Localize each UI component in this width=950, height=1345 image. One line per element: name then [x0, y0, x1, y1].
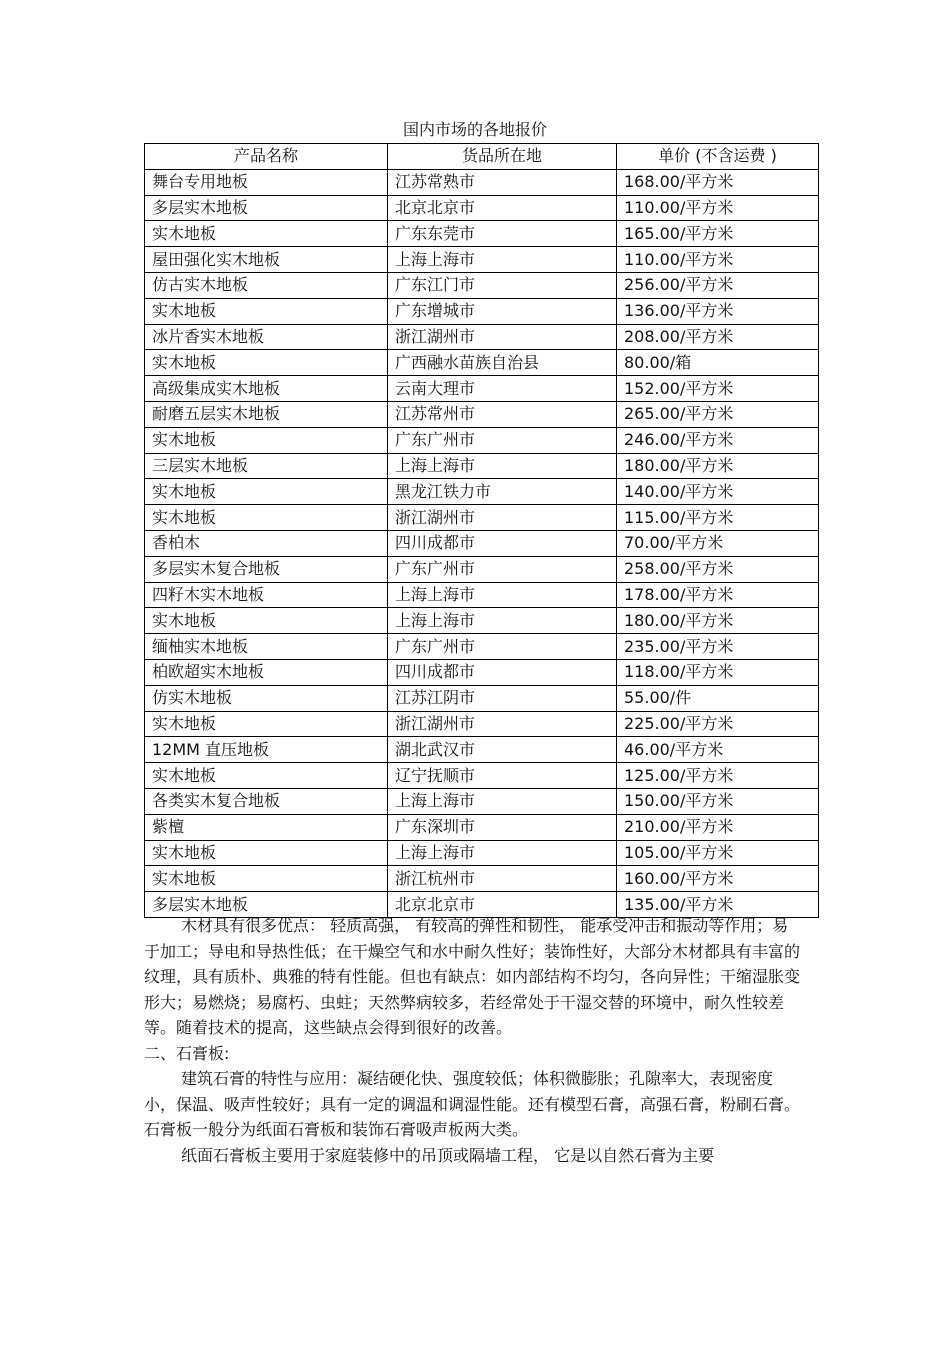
- table-row: [145, 634, 819, 660]
- table-row: [145, 582, 819, 608]
- cell-location: 湖北武汉市: [388, 737, 617, 763]
- table-row: [145, 427, 819, 453]
- header-location: 货品所在地: [388, 144, 617, 170]
- table-row: [145, 840, 819, 866]
- cell-unit-price: 168.00/平方米: [617, 169, 819, 195]
- table-row: [145, 376, 819, 402]
- table-row: [145, 530, 819, 556]
- cell-unit-price: 210.00/平方米: [617, 814, 819, 840]
- cell-unit-price: 80.00/箱: [617, 350, 819, 376]
- table-header-row: [145, 144, 819, 170]
- table-row: [145, 737, 819, 763]
- cell-location: 浙江湖州市: [388, 324, 617, 350]
- header-unit-price: 单价 (不含运费 ): [617, 144, 819, 170]
- cell-product-name: 舞台专用地板: [145, 169, 388, 195]
- cell-unit-price: 256.00/平方米: [617, 272, 819, 298]
- table-row: [145, 711, 819, 737]
- cell-product-name: 柏欧超实木地板: [145, 659, 388, 685]
- table-row: [145, 788, 819, 814]
- cell-location: 上海上海市: [388, 582, 617, 608]
- body-text: [144, 913, 804, 1168]
- cell-unit-price: 136.00/平方米: [617, 298, 819, 324]
- cell-product-name: 紫檀: [145, 814, 388, 840]
- cell-location: 广东增城市: [388, 298, 617, 324]
- cell-product-name: 实木地板: [145, 608, 388, 634]
- cell-unit-price: 225.00/平方米: [617, 711, 819, 737]
- cell-location: 上海上海市: [388, 788, 617, 814]
- cell-product-name: 香柏木: [145, 530, 388, 556]
- cell-unit-price: 70.00/平方米: [617, 530, 819, 556]
- cell-product-name: 实木地板: [145, 866, 388, 892]
- cell-product-name: 12MM 直压地板: [145, 737, 388, 763]
- cell-unit-price: 246.00/平方米: [617, 427, 819, 453]
- cell-unit-price: 118.00/平方米: [617, 659, 819, 685]
- table-row: [145, 866, 819, 892]
- table-row: [145, 505, 819, 531]
- cell-product-name: 多层实木地板: [145, 892, 388, 918]
- gypsum-paragraph: 建筑石膏的特性与应用：凝结硬化快、强度较低；体积微膨胀；孔隙率大，表现密度小，保温、吸声性较好；具有一定的调温和调湿性能。还有模型石膏，高强石膏，粉刷石膏。: [144, 1069, 801, 1114]
- cell-product-name: 实木地板: [145, 505, 388, 531]
- cell-product-name: 实木地板: [145, 298, 388, 324]
- cell-product-name: 屋田强化实木地板: [145, 247, 388, 273]
- table-row: [145, 247, 819, 273]
- price-table: [144, 143, 819, 918]
- cell-unit-price: 265.00/平方米: [617, 401, 819, 427]
- table-row: [145, 479, 819, 505]
- cell-location: 黑龙江铁力市: [388, 479, 617, 505]
- cell-unit-price: 180.00/平方米: [617, 608, 819, 634]
- table-row: [145, 298, 819, 324]
- cell-product-name: 三层实木地板: [145, 453, 388, 479]
- cell-unit-price: 46.00/平方米: [617, 737, 819, 763]
- cell-product-name: 仿实木地板: [145, 685, 388, 711]
- cell-unit-price: 165.00/平方米: [617, 221, 819, 247]
- table-row: [145, 195, 819, 221]
- cell-product-name: 实木地板: [145, 840, 388, 866]
- cell-product-name: 实木地板: [145, 763, 388, 789]
- cell-unit-price: 140.00/平方米: [617, 479, 819, 505]
- cell-unit-price: 178.00/平方米: [617, 582, 819, 608]
- cell-unit-price: 152.00/平方米: [617, 376, 819, 402]
- cell-unit-price: 115.00/平方米: [617, 505, 819, 531]
- cell-location: 上海上海市: [388, 840, 617, 866]
- cell-location: 上海上海市: [388, 453, 617, 479]
- cell-unit-price: 125.00/平方米: [617, 763, 819, 789]
- cell-product-name: 耐磨五层实木地板: [145, 401, 388, 427]
- cell-unit-price: 105.00/平方米: [617, 840, 819, 866]
- table-row: [145, 763, 819, 789]
- table-row: [145, 324, 819, 350]
- cell-location: 辽宁抚顺市: [388, 763, 617, 789]
- cell-product-name: 实木地板: [145, 711, 388, 737]
- cell-location: 江苏常熟市: [388, 169, 617, 195]
- cell-location: 四川成都市: [388, 659, 617, 685]
- cell-location: 上海上海市: [388, 247, 617, 273]
- cell-unit-price: 180.00/平方米: [617, 453, 819, 479]
- paper-gypsum-paragraph: 纸面石膏板主要用于家庭装修中的吊顶或隔墙工程， 它是以自然石膏为主要: [181, 1145, 715, 1165]
- cell-location: 广东深圳市: [388, 814, 617, 840]
- cell-product-name: 仿古实木地板: [145, 272, 388, 298]
- table-row: [145, 221, 819, 247]
- cell-product-name: 各类实木复合地板: [145, 788, 388, 814]
- header-product-name: 产品名称: [145, 144, 388, 170]
- table-row: [145, 685, 819, 711]
- cell-unit-price: 208.00/平方米: [617, 324, 819, 350]
- table-row: [145, 453, 819, 479]
- cell-location: 北京北京市: [388, 195, 617, 221]
- cell-unit-price: 110.00/平方米: [617, 247, 819, 273]
- cell-location: 四川成都市: [388, 530, 617, 556]
- table-row: [145, 659, 819, 685]
- cell-unit-price: 258.00/平方米: [617, 556, 819, 582]
- cell-unit-price: 110.00/平方米: [617, 195, 819, 221]
- wood-paragraph: 木材具有很多优点： 轻质高强， 有较高的弹性和韧性， 能承受冲击和振动等作用；易于加工；导电和导热性低；在干燥空气和水中耐久性好；装饰性好，大部分木材都具有丰富的纹理，具有质朴、典雅的特有性能。但也有缺点：如内部结构不均匀，各向异性；干缩湿胀变形大；易燃烧；易腐朽、虫蛀；天然弊病较多，若经常处于干湿交替的环境中，耐久性较差等。随着技术的提高，这些缺点会得到很好的改善。: [144, 916, 801, 1037]
- cell-product-name: 实木地板: [145, 479, 388, 505]
- cell-location: 江苏常州市: [388, 401, 617, 427]
- cell-product-name: 实木地板: [145, 221, 388, 247]
- cell-location: 浙江湖州市: [388, 505, 617, 531]
- table-row: [145, 272, 819, 298]
- cell-product-name: 缅柚实木地板: [145, 634, 388, 660]
- table-row: [145, 169, 819, 195]
- cell-location: 广东江门市: [388, 272, 617, 298]
- cell-product-name: 多层实木地板: [145, 195, 388, 221]
- cell-product-name: 实木地板: [145, 427, 388, 453]
- cell-unit-price: 55.00/件: [617, 685, 819, 711]
- cell-location: 浙江杭州市: [388, 866, 617, 892]
- cell-product-name: 多层实木复合地板: [145, 556, 388, 582]
- gypsum-types-paragraph: 石膏板一般分为纸面石膏板和装饰石膏吸声板两大类。: [144, 1120, 529, 1139]
- cell-product-name: 冰片香实木地板: [145, 324, 388, 350]
- cell-location: 广东广州市: [388, 634, 617, 660]
- cell-location: 广西融水苗族自治县: [388, 350, 617, 376]
- cell-product-name: 高级集成实木地板: [145, 376, 388, 402]
- cell-location: 上海上海市: [388, 608, 617, 634]
- cell-unit-price: 160.00/平方米: [617, 866, 819, 892]
- table-row: [145, 350, 819, 376]
- cell-location: 广东广州市: [388, 427, 617, 453]
- cell-location: 北京北京市: [388, 892, 617, 918]
- cell-location: 云南大理市: [388, 376, 617, 402]
- table-row: [145, 556, 819, 582]
- cell-product-name: 四籽木实木地板: [145, 582, 388, 608]
- cell-location: 江苏江阴市: [388, 685, 617, 711]
- cell-location: 广东广州市: [388, 556, 617, 582]
- cell-unit-price: 150.00/平方米: [617, 788, 819, 814]
- table-row: [145, 608, 819, 634]
- cell-product-name: 实木地板: [145, 350, 388, 376]
- cell-unit-price: 235.00/平方米: [617, 634, 819, 660]
- table-row: [145, 814, 819, 840]
- section-heading-gypsum: 二、石膏板:: [144, 1043, 230, 1063]
- cell-location: 浙江湖州市: [388, 711, 617, 737]
- table-row: [145, 401, 819, 427]
- table-title: 国内市场的各地报价: [402, 120, 547, 139]
- cell-unit-price: 135.00/平方米: [617, 892, 819, 918]
- cell-location: 广东东莞市: [388, 221, 617, 247]
